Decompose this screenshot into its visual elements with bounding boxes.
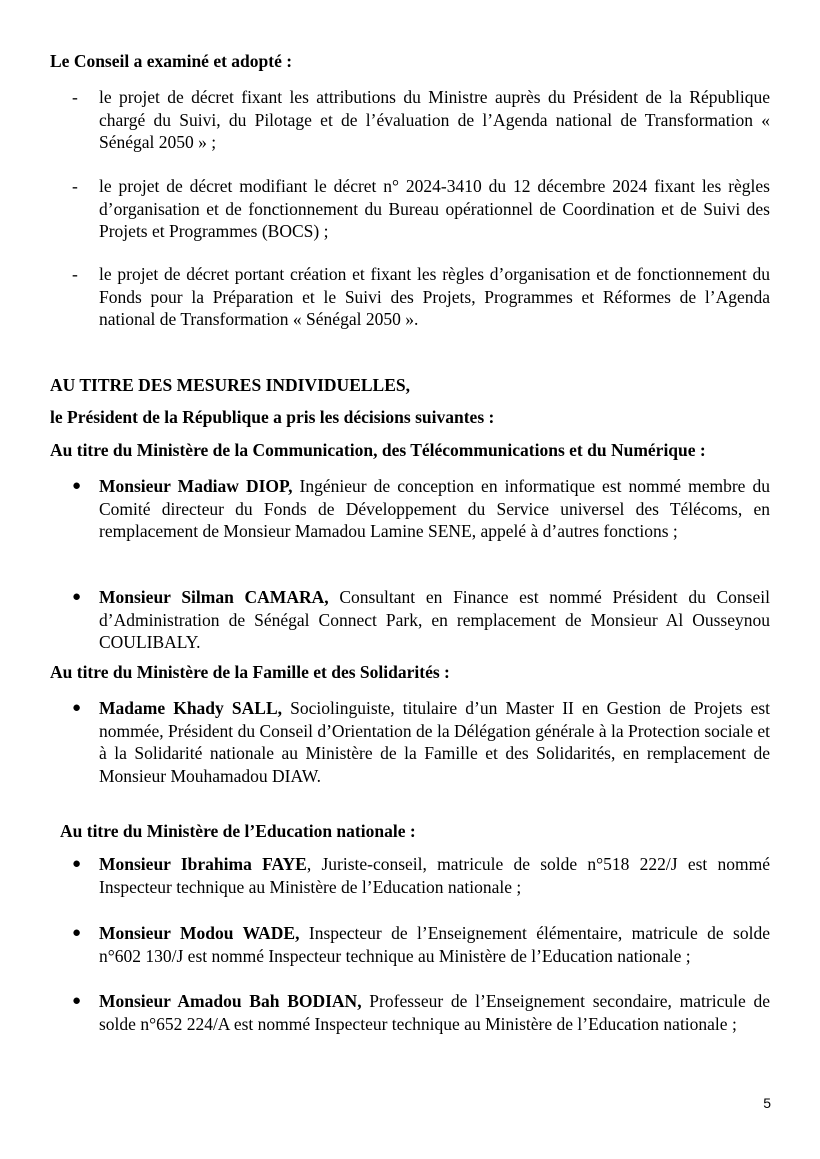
bullet-marker: ●	[72, 925, 82, 941]
decree-item	[72, 175, 770, 243]
appointment-item	[72, 990, 770, 1035]
appointee-name: Monsieur Silman CAMARA,	[99, 587, 329, 607]
decree-text: le projet de décret portant création et fixant les règles d’organisation et de fonctionnement du Fonds pour la Préparation et le Suivi des Projets, Programmes et Réformes de l’Agenda national de Transformation « Sénégal 2050 ».	[99, 264, 770, 329]
bullet-marker: ●	[72, 700, 82, 716]
appointment-text: Inspecteur de l’Enseignement élémentaire, matricule de solde n°602 130/J est nommé Inspecteur technique au Ministère de l’Education nationale ;	[99, 923, 770, 966]
appointee-name: Monsieur Ibrahima FAYE	[99, 854, 307, 874]
decree-item	[72, 263, 770, 331]
dash-marker: -	[72, 87, 78, 107]
decree-text: le projet de décret fixant les attributions du Ministre auprès du Président de la République chargé du Suivi, du Pilotage et de l’évaluation de l’Agenda national de Transformation « Sénégal 2050 » ;	[99, 87, 770, 152]
bullet-marker: ●	[72, 589, 82, 605]
ministry-heading: Au titre du Ministère de la Famille et des Solidarités :	[50, 662, 450, 682]
appointment-item	[72, 475, 770, 543]
appointee-name: Monsieur Amadou Bah BODIAN,	[99, 991, 362, 1011]
bullet-marker: ●	[72, 856, 82, 872]
page-number: 5	[763, 1095, 771, 1111]
dash-marker: -	[72, 176, 78, 196]
appointee-name: Madame Khady SALL,	[99, 698, 283, 718]
appointment-text: Ingénieur de conception en informatique est nommé membre du Comité directeur du Fonds de Développement du Service universel des Télécoms, en remplacement de Monsieur Mamadou Lamine SENE, appelé à d’autres fonctions ;	[99, 476, 770, 541]
bullet-marker: ●	[72, 993, 82, 1009]
bullet-marker: ●	[72, 478, 82, 494]
president-line: le Président de la République a pris les décisions suivantes :	[50, 407, 495, 427]
appointee-name: Monsieur Madiaw DIOP,	[99, 476, 293, 496]
appointment-text: , Juriste-conseil, matricule de solde n°518 222/J est nommé Inspecteur technique au Ministère de l’Education nationale ;	[99, 854, 770, 897]
decree-item	[72, 86, 770, 154]
appointment-text: Consultant en Finance est nommé Président du Conseil d’Administration de Sénégal Connect Park, en remplacement de Monsieur Al Ousseynou COULIBALY.	[99, 587, 770, 652]
appointee-name: Monsieur Modou WADE,	[99, 923, 300, 943]
appointment-item	[72, 853, 770, 898]
appointment-item	[72, 697, 771, 787]
appointment-text: Professeur de l’Enseignement secondaire, matricule de solde n°652 224/A est nommé Inspecteur technique au Ministère de l’Education nationale ;	[99, 991, 770, 1034]
appointment-text: Sociolinguiste, titulaire d’un Master II en Gestion de Projets est nommée, Président du Conseil d’Orientation de la Délégation générale à la Protection sociale et à la Solidarité nationale au Ministère de la Famille et des Solidarités, en remplacement de Monsieur Mouhamadou DIAW.	[99, 698, 771, 786]
dash-marker: -	[72, 264, 78, 284]
decree-text: le projet de décret modifiant le décret n° 2024-3410 du 12 décembre 2024 fixant les règles d’organisation et de fonctionnement du Bureau opérationnel de Coordination et de Suivi des Projets et Programmes (BOCS) ;	[99, 176, 770, 241]
ministry-heading: Au titre du Ministère de l’Education nationale :	[60, 821, 416, 841]
appointment-item	[72, 922, 770, 967]
section-title: AU TITRE DES MESURES INDIVIDUELLES,	[50, 375, 410, 395]
intro-heading: Le Conseil a examiné et adopté :	[50, 51, 293, 71]
ministry-heading: Au titre du Ministère de la Communication, des Télécommunications et du Numérique :	[50, 440, 706, 460]
appointment-item	[72, 586, 770, 654]
